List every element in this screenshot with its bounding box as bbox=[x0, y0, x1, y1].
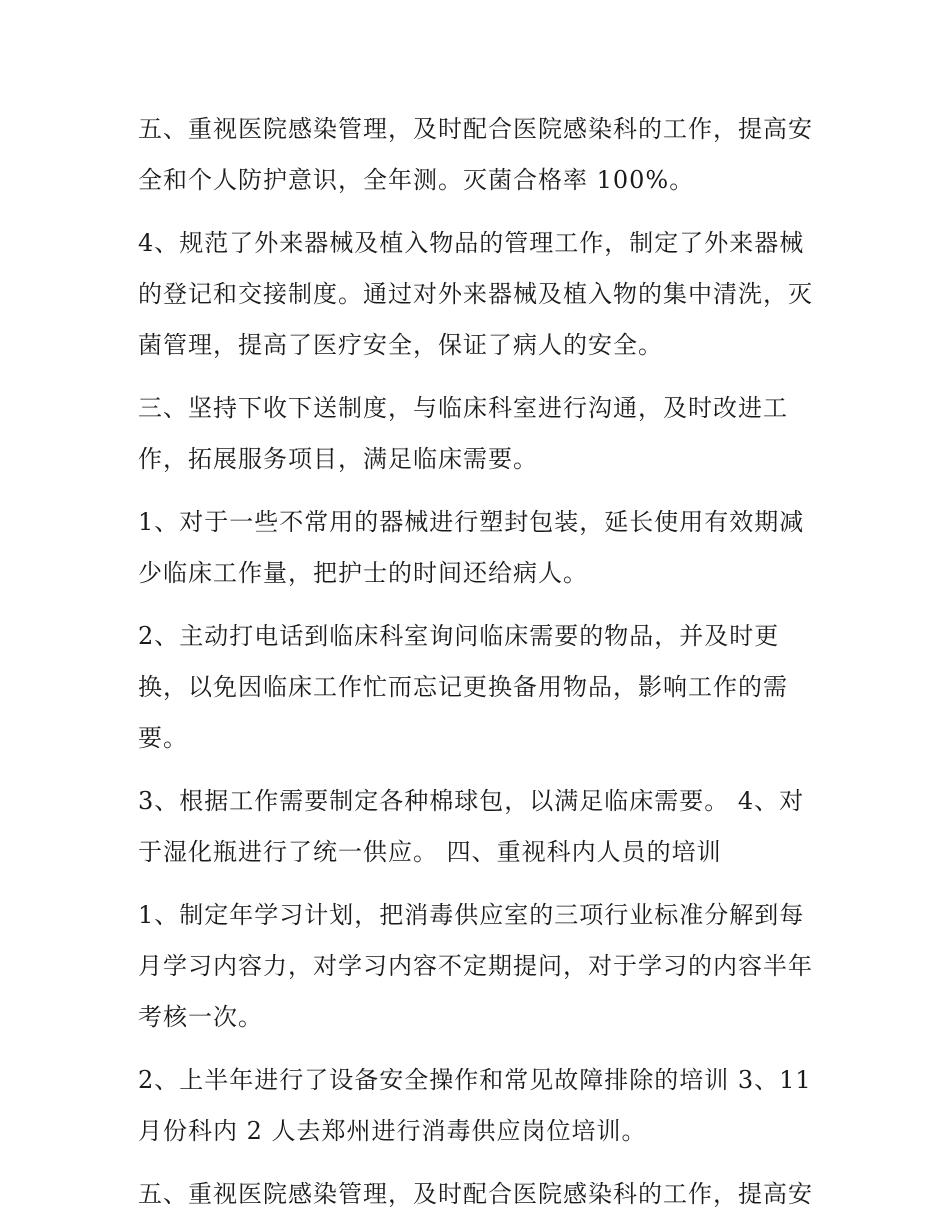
document-body bbox=[138, 104, 828, 1232]
text-line: 1、制定年学习计划，把消毒供应室的三项行业标准分解到每 bbox=[138, 901, 805, 929]
paragraph-section-5-repeat bbox=[138, 1169, 828, 1220]
paragraph-item-4-external-instruments bbox=[138, 218, 828, 371]
paragraph-section-5-infection-control bbox=[138, 104, 828, 206]
paragraph-item-3-cotton-packs bbox=[138, 776, 828, 878]
text-line: 菌管理，提高了医疗安全，保证了病人的安全。 bbox=[138, 331, 663, 359]
text-line: 的登记和交接制度。通过对外来器械及植入物的集中清洗，灭 bbox=[138, 280, 813, 308]
paragraph-item-1-study-plan bbox=[138, 890, 828, 1043]
text-line: 三、坚持下收下送制度，与临床科室进行沟通，及时改进工 bbox=[138, 394, 788, 422]
text-line: 全和个人防护意识，全年测。灭菌合格率 100%。 bbox=[138, 166, 695, 194]
text-line: 2、主动打电话到临床科室询问临床需要的物品，并及时更 bbox=[138, 622, 780, 650]
text-line: 1、对于一些不常用的器械进行塑封包装，延长使用有效期减 bbox=[138, 508, 805, 536]
text-line: 月份科内 2 人去郑州进行消毒供应岗位培训。 bbox=[138, 1117, 647, 1145]
paragraph-item-1-sealed-packaging bbox=[138, 497, 828, 599]
text-line: 3、根据工作需要制定各种棉球包，以满足临床需要。 4、对 bbox=[138, 787, 805, 815]
text-line: 五、重视医院感染管理，及时配合医院感染科的工作，提高安 bbox=[138, 115, 813, 143]
text-line: 考核一次。 bbox=[138, 1003, 263, 1031]
text-line: 于湿化瓶进行了统一供应。 四、重视科内人员的培训 bbox=[138, 838, 722, 866]
text-line: 2、上半年进行了设备安全操作和常见故障排除的培训 3、11 bbox=[138, 1066, 812, 1094]
text-line: 月学习内容力，对学习内容不定期提问，对于学习的内容半年 bbox=[138, 952, 813, 980]
text-line: 作，拓展服务项目，满足临床需要。 bbox=[138, 445, 538, 473]
text-line: 少临床工作量，把护士的时间还给病人。 bbox=[138, 559, 588, 587]
paragraph-section-3-delivery bbox=[138, 383, 828, 485]
paragraph-item-2-phone-inquiry bbox=[138, 611, 828, 764]
text-line: 五、重视医院感染管理，及时配合医院感染科的工作，提高安 bbox=[138, 1180, 813, 1208]
text-line: 4、规范了外来器械及植入物品的管理工作，制定了外来器械 bbox=[138, 229, 805, 257]
text-line: 换，以免因临床工作忙而忘记更换备用物品，影响工作的需 bbox=[138, 673, 788, 701]
text-line: 要。 bbox=[138, 724, 188, 752]
paragraph-item-2-equipment-training bbox=[138, 1055, 828, 1157]
